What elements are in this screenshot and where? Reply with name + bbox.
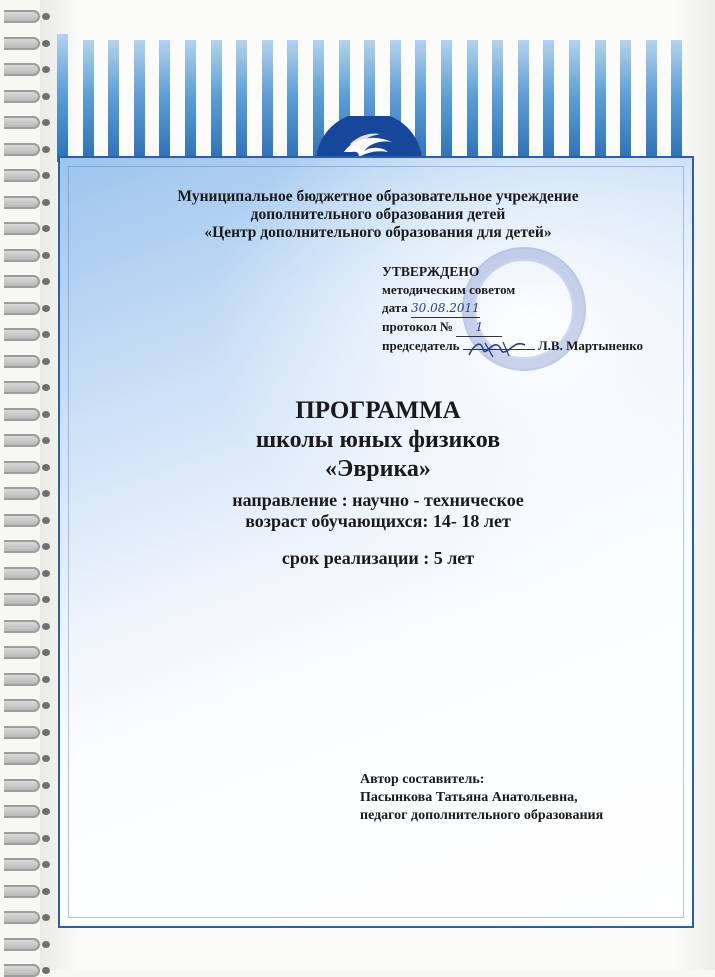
binding-ring [4,355,40,368]
binding-ring [4,222,40,235]
approval-protocol-row [382,318,682,337]
date-value: 30.08.2011 [411,299,480,318]
decorative-stripe [134,40,145,162]
chair-label: председатель [382,338,460,353]
binding-ring [4,408,40,421]
decorative-stripe [569,40,580,162]
binding-ring [4,116,40,129]
binding-ring [4,673,40,686]
protocol-label: протокол № [382,319,454,334]
decorative-stripe [262,40,273,162]
decorative-stripe [159,40,170,162]
decorative-stripe [83,40,94,162]
approval-council: методическим советом [382,282,516,297]
date-label: дата [382,300,408,315]
author-label: Автор составитель: [360,772,485,787]
decorative-stripe [646,40,657,162]
approval-block [382,263,682,355]
author-name: Пасынкова Татьяна Анатольевна, [360,790,578,805]
decorative-stripe [492,40,503,162]
binding-ring [4,196,40,209]
binding-ring [4,540,40,553]
program-direction: направление : научно - техническое [232,490,524,510]
decorative-stripe [441,40,452,162]
decorative-stripe [518,40,529,162]
binding-ring [4,381,40,394]
binding-ring [4,726,40,739]
decorative-stripe [671,40,682,162]
binding-ring [4,858,40,871]
binding-ring [4,620,40,633]
binding-ring [4,567,40,580]
binding-ring [4,832,40,845]
binding-ring [4,514,40,527]
binding-ring [4,805,40,818]
author-position: педагог дополнительного образования [360,808,604,823]
institution-line-1: Муниципальное бюджетное образовательное учреждение [177,188,579,205]
spiral-binding [0,0,46,970]
binding-ring [4,90,40,103]
binding-ring [4,646,40,659]
decorative-stripe [211,40,222,162]
chair-name: Л.В. Мартыненко [538,338,644,353]
institution-line-3: «Центр дополнительного образования для детей» [204,224,552,241]
binding-ring [4,143,40,156]
decorative-stripe [57,34,68,162]
program-name: «Эврика» [325,456,431,482]
institution-name [60,188,696,242]
binding-ring [4,487,40,500]
binding-ring [4,10,40,23]
cover-frame [58,156,694,928]
binding-ring [4,938,40,951]
binding-ring [4,779,40,792]
binding-ring [4,461,40,474]
binding-ring [4,169,40,182]
approval-title: УТВЕРЖДЕНО [382,264,480,279]
binding-ring [4,885,40,898]
decorative-stripe [595,40,606,162]
decorative-stripe [236,40,247,162]
binding-ring [4,302,40,315]
binding-ring [4,911,40,924]
institution-line-2: дополнительного образования детей [250,206,506,223]
approval-date-row [382,299,682,318]
program-duration: срок реализации : 5 лет [281,548,475,568]
binding-ring [4,249,40,262]
program-block [60,396,696,569]
binding-ring [4,63,40,76]
binding-ring [4,328,40,341]
program-title: ПРОГРАММА [295,397,461,424]
decorative-stripe [543,40,554,162]
decorative-stripe [620,40,631,162]
binding-ring [4,275,40,288]
protocol-value: 1 [456,318,502,337]
binding-ring [4,752,40,765]
binding-ring [4,699,40,712]
decorative-stripe [108,40,119,162]
approval-chair-row [382,337,682,355]
handwritten-signature [463,349,535,350]
binding-ring [4,434,40,447]
binding-ring [4,37,40,50]
author-block [360,771,680,825]
program-subtitle: школы юных физиков [255,427,501,453]
program-age: возраст обучающихся: 14- 18 лет [245,511,511,531]
binding-ring [4,964,40,977]
decorative-stripe [467,40,478,162]
decorative-stripe [287,40,298,162]
binding-ring [4,593,40,606]
decorative-stripe [185,40,196,162]
